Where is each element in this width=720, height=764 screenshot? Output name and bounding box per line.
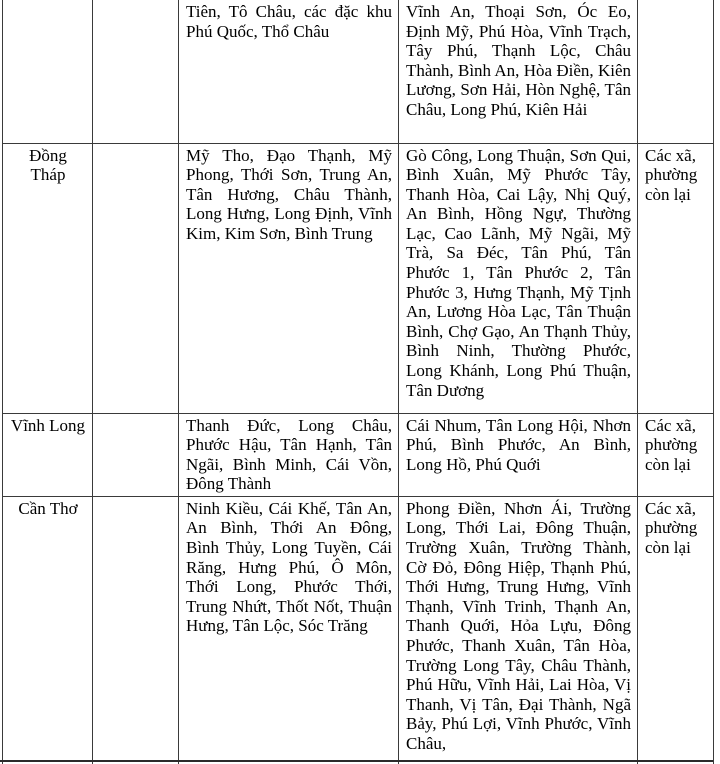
- cell-wards-a: Thanh Đức, Long Châu, Phước Hậu, Tân Hạnh, Tân Ngãi, Bình Minh, Cái Vồn, Đông Thành: [179, 413, 399, 496]
- cell-wards-b: Gò Công, Long Thuận, Sơn Qui, Bình Xuân, Mỹ Phước Tây, Thanh Hòa, Cai Lậy, Nhị Quý, An Bình, Hồng Ngự, Thường Lạc, Cao Lãnh, Mỹ Ngãi, Mỹ Trà, Sa Đéc, Tân Phú, Tân Phước 1, Tân Phước 2, Tân Phước 3, Hưng Thạnh, Mỹ Tịnh An, Lương Hòa Lạc, Tân Thuận Bình, Chợ Gạo, An Thạnh Thủy, Bình Ninh, Thường Phước, Long Khánh, Long Phú Thuận, Tân Dương: [399, 143, 638, 413]
- cell-wards-b: Vĩnh An, Thoại Sơn, Óc Eo, Định Mỹ, Phú Hòa, Vĩnh Trạch, Tây Phú, Thạnh Lộc, Châu Thành, Bình An, Hòa Điền, Kiên Lương, Sơn Hải, Hòn Nghệ, Tân Châu, Long Phú, Kiên Hải: [399, 0, 638, 143]
- cell-col2: [93, 143, 179, 413]
- cell-wards-b: Phong Điền, Nhơn Ái, Trường Long, Thới Lai, Đông Thuận, Trường Xuân, Trường Thành, Cờ Đỏ, Đông Hiệp, Thạnh Phú, Thới Hưng, Trung Hưng, Vĩnh Thạnh, Vĩnh Trinh, Thạnh An, Thanh Quới, Hỏa Lựu, Đông Phước, Thanh Xuân, Tân Hòa, Trường Long Tây, Châu Thành, Phú Hữu, Vĩnh Hải, Lai Hòa, Vị Thanh, Vị Tân, Đại Thành, Ngã Bảy, Phú Lợi, Vĩnh Phước, Vĩnh Châu,: [399, 496, 638, 764]
- table-row: [3, 496, 714, 764]
- cell-wards-a: Ninh Kiều, Cái Khế, Tân An, An Bình, Thới An Đông, Bình Thủy, Long Tuyền, Cái Răng, Hưng Phú, Ô Môn, Thới Long, Phước Thới, Trung Nhứt, Thốt Nốt, Thuận Hưng, Tân Lộc, Sóc Trăng: [179, 496, 399, 764]
- table-row: [3, 413, 714, 496]
- cell-col2: [93, 0, 179, 143]
- cell-remaining: Các xã, phường còn lại: [638, 413, 714, 496]
- cell-wards-a: Mỹ Tho, Đạo Thạnh, Mỹ Phong, Thới Sơn, Trung An, Tân Hương, Châu Thành, Long Hưng, Long Định, Vĩnh Kim, Kim Sơn, Bình Trung: [179, 143, 399, 413]
- admin-units-table: [2, 0, 714, 764]
- cell-province: Vĩnh Long: [3, 413, 93, 496]
- cell-province: Đồng Tháp: [3, 143, 93, 413]
- cell-wards-b: Cái Nhum, Tân Long Hội, Nhơn Phú, Bình Phước, An Bình, Long Hồ, Phú Quới: [399, 413, 638, 496]
- cell-col2: [93, 496, 179, 764]
- cell-col2: [93, 413, 179, 496]
- cell-remaining: Các xã, phường còn lại: [638, 496, 714, 764]
- cell-wards-a: Tiên, Tô Châu, các đặc khu Phú Quốc, Thổ Châu: [179, 0, 399, 143]
- table-row: [3, 0, 714, 143]
- table-row: [3, 143, 714, 413]
- bottom-rule: [0, 760, 713, 762]
- cell-remaining: [638, 0, 714, 143]
- cell-remaining: Các xã, phường còn lại: [638, 143, 714, 413]
- cell-province: Cần Thơ: [3, 496, 93, 764]
- cell-province: [3, 0, 93, 143]
